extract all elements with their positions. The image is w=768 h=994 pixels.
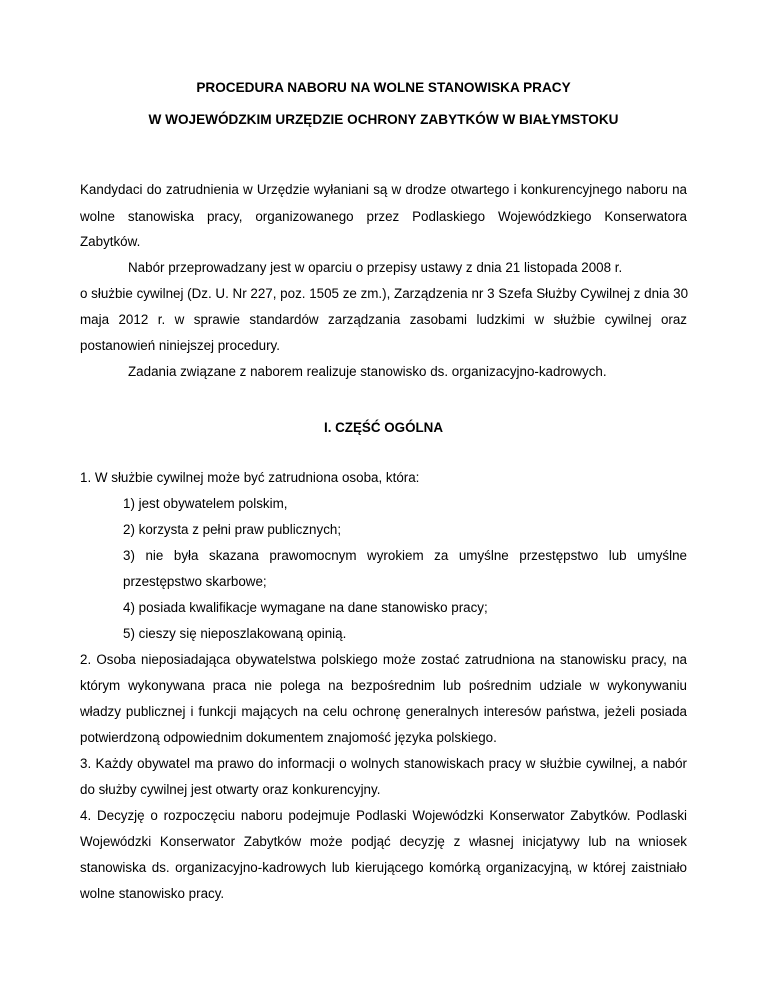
item-1-lead: 1. W służbie cywilnej może być zatrudniona osoba, która:: [80, 470, 420, 485]
text-line: wolne stanowiska pracy, organizowanego przez Podlaskiego Wojewódzkiego Konserwatora: [80, 209, 687, 224]
text-line: potwierdzoną odpowiednim dokumentem znajomość języka polskiego.: [80, 730, 497, 745]
text-line: Zabytków.: [80, 234, 141, 249]
text-line: o służbie cywilnej (Dz. U. Nr 227, poz. 1505 ze zm.), Zarządzenia nr 3 Szefa Służby Cywilnej z dnia 30: [80, 286, 689, 301]
section-heading: I. CZĘŚĆ OGÓLNA: [323, 420, 444, 435]
text-line: 3. Każdy obywatel ma prawo do informacji o wolnych stanowiskach pracy w służbie cywilnej, a nabór: [80, 756, 687, 771]
text-line: którym wykonywana praca nie polega na bezpośrednim lub pośrednim udziale w wykonywaniu: [80, 678, 687, 693]
item-1-subitem: 4) posiada kwalifikacje wymagane na dane stanowisko pracy;: [123, 600, 488, 615]
item-1-subitem: 2) korzysta z pełni praw publicznych;: [123, 522, 342, 537]
text-line: do służby cywilnej jest otwarty oraz konkurencyjny.: [80, 782, 381, 797]
item-1-subitem: 3) nie była skazana prawomocnym wyrokiem za umyślne przestępstwo lub umyślne: [123, 548, 687, 563]
intro-paragraph-3: Zadania związane z naborem realizuje stanowisko ds. organizacyjno-kadrowych.: [128, 364, 607, 379]
text-line: maja 2012 r. w sprawie standardów zarządzania zasobami ludzkimi w służbie cywilnej oraz: [80, 312, 687, 327]
text-line: postanowień niniejszej procedury.: [80, 338, 280, 353]
item-1-subitem: 5) cieszy się nieposzlakowaną opinią.: [123, 626, 347, 641]
document-title-line-1: PROCEDURA NABORU NA WOLNE STANOWISKA PRACY: [196, 80, 571, 95]
text-line: 4. Decyzję o rozpoczęciu naboru podejmuje Podlaski Wojewódzki Konserwator Zabytków. Podlaski: [80, 808, 687, 823]
item-1-subitem-cont: przestępstwo skarbowe;: [123, 574, 267, 589]
text-line: 2. Osoba nieposiadająca obywatelstwa polskiego może zostać zatrudniona na stanowisku pracy, na: [80, 652, 687, 667]
text-line: Nabór przeprowadzany jest w oparciu o przepisy ustawy z dnia 21 listopada 2008 r.: [128, 260, 623, 275]
text-line: wolne stanowisko pracy.: [80, 886, 225, 901]
text-line: władzy publicznej i funkcji mających na celu ochronę generalnych interesów państwa, jeżeli posiada: [80, 704, 687, 719]
item-1-subitem: 1) jest obywatelem polskim,: [123, 496, 288, 511]
text-line: Wojewódzki Konserwator Zabytków może podjąć decyzję z własnej inicjatywy lub na wniosek: [80, 834, 687, 849]
document-title-line-2: W WOJEWÓDZKIM URZĘDZIE OCHRONY ZABYTKÓW W BIAŁYMSTOKU: [148, 112, 619, 127]
text-line: stanowiska ds. organizacyjno-kadrowych lub kierującego komórką organizacyjną, w której zaistniało: [80, 860, 687, 875]
text-line: Kandydaci do zatrudnienia w Urzędzie wyłaniani są w drodze otwartego i konkurencyjnego naboru na: [80, 182, 687, 197]
